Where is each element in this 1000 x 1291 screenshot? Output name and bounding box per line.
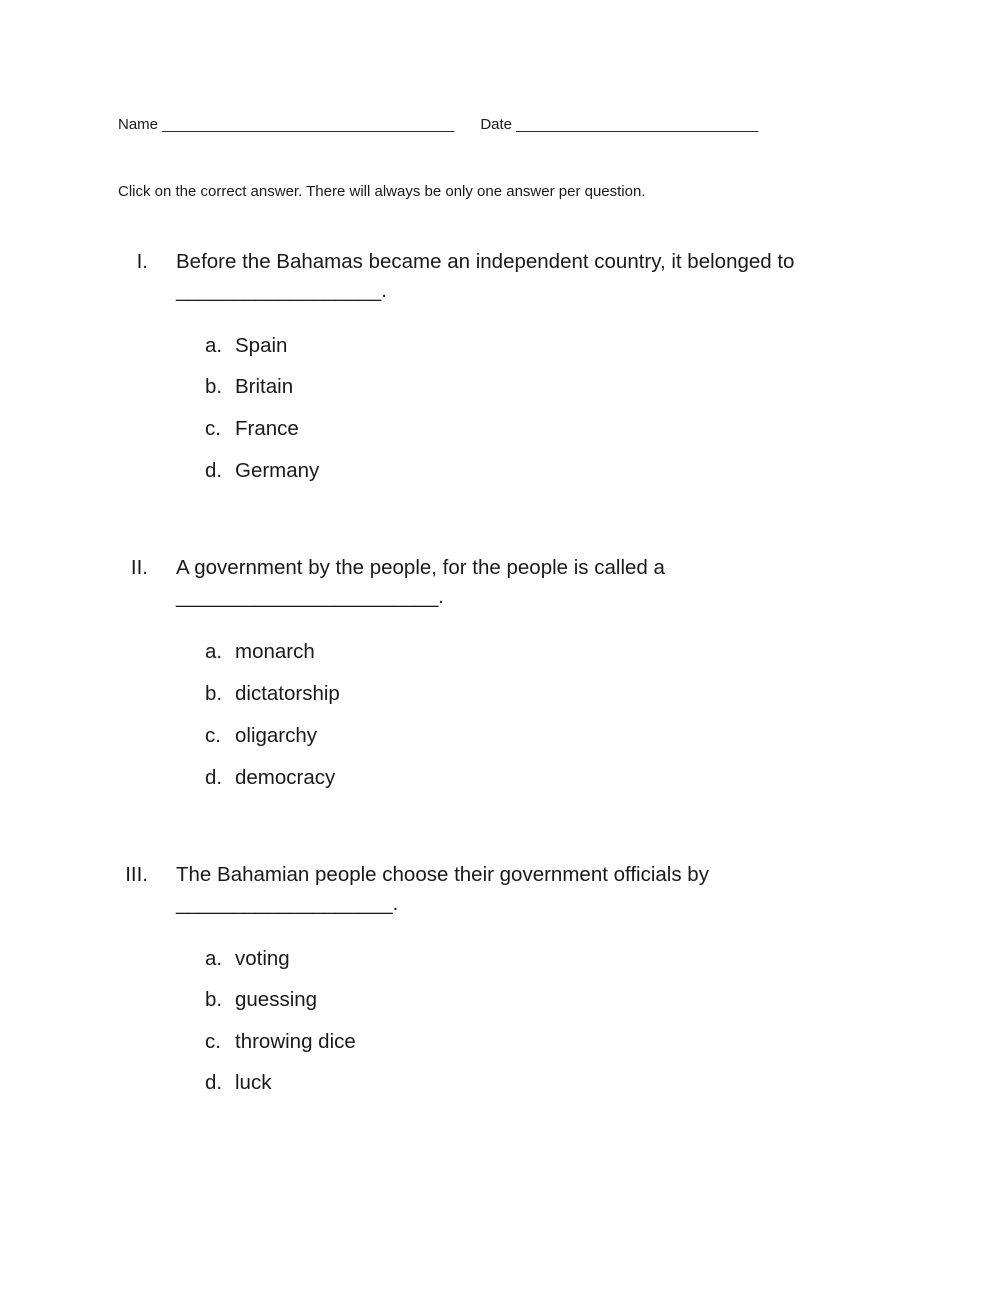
answer-option-a[interactable]	[205, 947, 290, 971]
answer-option-b[interactable]	[205, 988, 317, 1012]
question-number: II.	[130, 556, 148, 579]
answer-option-a[interactable]	[205, 640, 315, 664]
question-text: The Bahamian people choose their government officials by	[176, 863, 709, 886]
answer-option-c[interactable]	[205, 724, 317, 748]
option-label: democracy	[235, 766, 336, 789]
answer-option-d[interactable]	[205, 766, 335, 790]
option-letter: c.	[205, 724, 221, 747]
question-number: III.	[125, 863, 148, 886]
date-field: Date _____________________________	[480, 116, 759, 133]
option-label: luck	[235, 1071, 272, 1094]
option-letter: d.	[205, 1071, 223, 1094]
option-letter: b.	[205, 988, 223, 1011]
question-text: Before the Bahamas became an independent country, it belonged to	[176, 250, 795, 273]
answer-option-d[interactable]	[205, 459, 319, 483]
header-row	[118, 116, 758, 133]
answer-option-d[interactable]	[205, 1071, 271, 1095]
option-label: dictatorship	[235, 682, 340, 705]
option-letter: b.	[205, 375, 223, 398]
option-letter: a.	[205, 947, 223, 970]
option-letter: c.	[205, 1030, 221, 1053]
option-letter: c.	[205, 417, 221, 440]
option-label: voting	[235, 947, 290, 970]
question-blank: __________________.	[176, 279, 387, 302]
name-field: Name ___________________________________	[118, 116, 455, 133]
option-label: guessing	[235, 988, 318, 1011]
option-label: Germany	[235, 459, 320, 482]
option-label: throwing dice	[235, 1030, 356, 1053]
question-number: I.	[136, 250, 148, 273]
option-letter: a.	[205, 334, 223, 357]
option-label: oligarchy	[235, 724, 318, 747]
option-label: Britain	[235, 375, 294, 398]
question-blank: ___________________.	[176, 892, 399, 915]
option-letter: d.	[205, 766, 223, 789]
option-letter: b.	[205, 682, 223, 705]
question-blank: _______________________.	[176, 585, 444, 608]
option-label: monarch	[235, 640, 315, 663]
instructions: Click on the correct answer. There will always be only one answer per question.	[118, 183, 646, 200]
question-text: A government by the people, for the people is called a	[176, 556, 665, 579]
answer-option-c[interactable]	[205, 417, 299, 441]
option-label: France	[235, 417, 299, 440]
option-letter: d.	[205, 459, 223, 482]
option-letter: a.	[205, 640, 223, 663]
option-label: Spain	[235, 334, 288, 357]
answer-option-b[interactable]	[205, 375, 293, 399]
answer-option-b[interactable]	[205, 682, 340, 706]
answer-option-a[interactable]	[205, 334, 287, 358]
answer-option-c[interactable]	[205, 1030, 356, 1054]
